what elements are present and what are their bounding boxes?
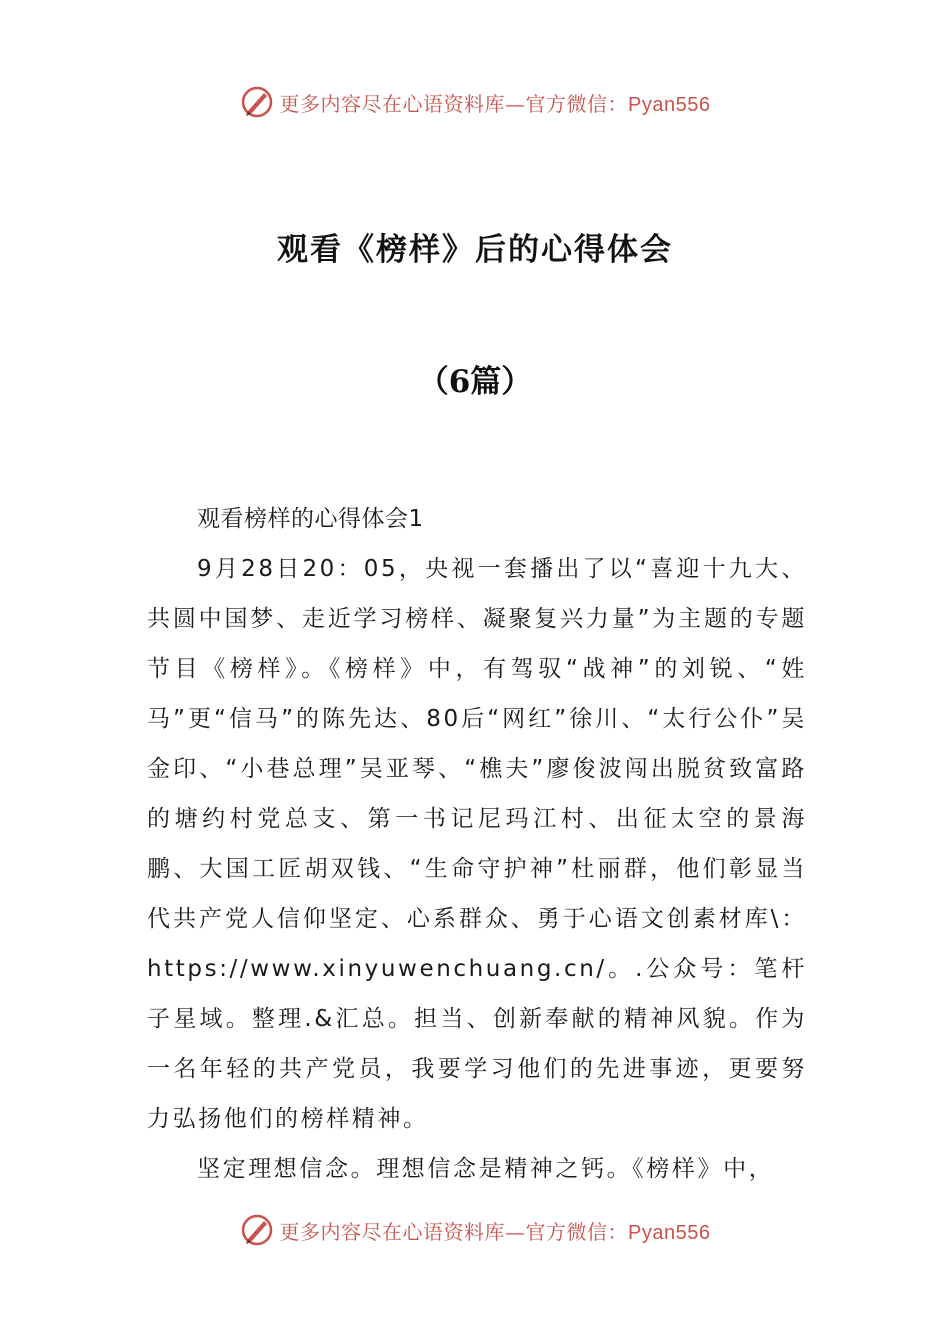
banner-text: 更多内容尽在心语资料库—官方微信：Pyan556 [279, 1219, 711, 1244]
footer-watermark-banner [0, 1210, 950, 1250]
document-title: 观看《榜样》后的心得体会 [277, 232, 673, 268]
document-body [147, 494, 807, 1194]
document-subtitle: （6篇） [417, 364, 533, 400]
banner-text: 更多内容尽在心语资料库—官方微信：Pyan556 [279, 91, 711, 116]
header-watermark-banner [0, 82, 950, 122]
paragraph: 坚定理想信念。理想信念是精神之钙。《榜样》中， [197, 1156, 775, 1182]
wechat-id: Pyan556 [628, 93, 711, 116]
pen-logo-icon [240, 85, 274, 119]
wechat-id: Pyan556 [628, 1221, 711, 1244]
pen-logo-icon [240, 1213, 274, 1247]
section-heading: 观看榜样的心得体会1 [197, 506, 424, 532]
paragraph: 9月28日20：05，央视一套播出了以“喜迎十九大、共圆中国梦、走近学习榜样、凝聚复兴力量”为主题的专题节目《榜样》。《榜样》中，有驾驭“战神”的刘锐、“姓马”更“信马”的陈先达、80后“网红”徐川、“太行公仆”吴金印、“小巷总理”吴亚琴、“樵夫”廖俊波闯出脱贫致富路的塘约村党总支、第一书记尼玛江村、出征太空的景海鹏、大国工匠胡双钱、“生命守护神”杜丽群，他们彰显当代共产党人信仰坚定、心系群众、勇于心语文创素材库\：https://www.xinyuwenchuang.cn/。.公众号：笔杆子星域。整理.&汇总。担当、创新奉献的精神风貌。作为一名年轻的共产党员，我要学习他们的先进事迹，更要努力弘扬他们的榜样精神。 [147, 556, 807, 1132]
